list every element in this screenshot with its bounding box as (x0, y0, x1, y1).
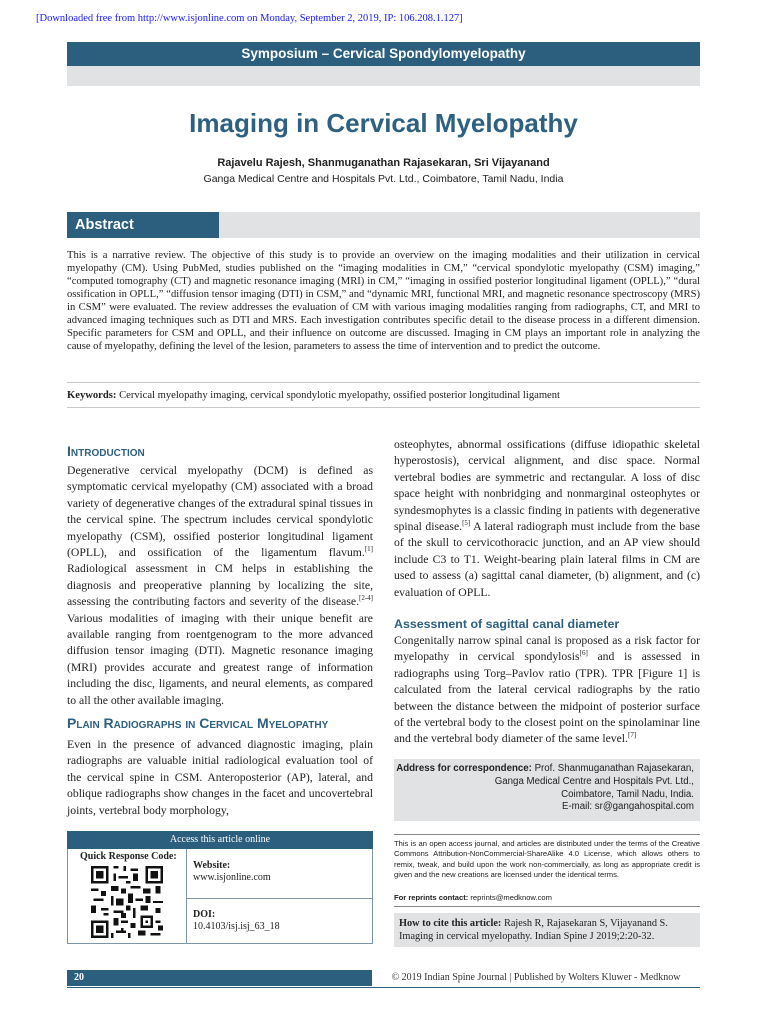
subsection-heading-sagittal-canal: Assessment of sagittal canal diameter (394, 617, 620, 631)
address-label: Address for correspondence: (396, 763, 532, 774)
address-email[interactable]: E-mail: sr@gangahospital.com (561, 801, 694, 813)
doi-label: DOI: (193, 909, 216, 920)
authors: Rajavelu Rajesh, Shanmuganathan Rajasekaran, Sri Vijayanand (217, 157, 550, 169)
keywords (67, 389, 700, 402)
qr-code-icon[interactable] (91, 866, 163, 938)
citation-ref[interactable]: [1] (364, 545, 373, 554)
body-text-part: osteophytes, abnormal ossifications (diffuse idiopathic skeletal hyperostosis), cervical alignment, and disc space. Normal vertebral bodies are symmetric and rectangular. A loss of disc space height with nonbridging and nonmarginal osteophytes or syndesmophytes is a classic finding in patients with degenerative spinal disease. (394, 438, 700, 534)
address-name: Prof. Shanmuganathan Rajasekaran, (531, 763, 694, 774)
affiliation: Ganga Medical Centre and Hospitals Pvt. Ltd., Coimbatore, Tamil Nadu, India (203, 173, 564, 185)
keywords-label: Keywords: (67, 390, 117, 401)
body-text-part: Congenitally narrow spinal canal is proposed as a risk factor for myelopathy in cervical spondylosis (394, 634, 700, 664)
divider (186, 849, 187, 944)
footer-copyright: © 2019 Indian Spine Journal | Published by Wolters Kluwer - Medknow (391, 972, 681, 983)
citation-ref[interactable]: [5] (462, 519, 471, 528)
introduction-paragraph (67, 463, 373, 709)
open-access-notice: This is an open access journal, and articles are distributed under the terms of the Creative Commons Attribution-NonCommercial-ShareAlike 4.0 License, which allows others to remix, tweak, and build upon the work non-commercially, as long as appropriate credit is given and the new creations are licensed under the identical terms. (394, 839, 700, 880)
address-line: Coimbatore, Tamil Nadu, India. (561, 788, 694, 800)
access-heading: Access this article online (67, 831, 373, 849)
plain-radiographs-paragraph: Even in the presence of advanced diagnostic imaging, plain radiographs are valuable initial radiological evaluation tool of the cervical spine in CSM. Anteroposterior (AP), lateral, and oblique radiographs show changes in the facet and uncovertebral joints, vertebral body morphology, (67, 738, 373, 817)
doi-link[interactable]: 10.4103/isj.isj_63_18 (193, 921, 280, 932)
reprints-contact (394, 893, 552, 902)
website-link[interactable]: www.isjonline.com (193, 872, 271, 883)
citation-ref[interactable]: [7] (627, 731, 637, 740)
body-text-part: A lateral radiograph must include from the base of the skull to cervicothoracic junction, and an AP view should include C3 to T1. Weight-bearing plain lateral films in CM are used to assess (a) sagittal canal diameter, (b) alignment, and (c) evaluation of OPLL. (394, 520, 700, 599)
divider (394, 906, 700, 907)
section-heading-introduction: Introduction (67, 443, 145, 459)
section-heading-plain-radiographs: Plain Radiographs in Cervical Myelopathy (67, 715, 329, 731)
divider (67, 382, 700, 383)
intro-text-part: Degenerative cervical myelopathy (DCM) is defined as symptomatic cervical myelopathy (CM) associated with a broad variety of degenerative changes of the extradural spinal tissues in the cervical spine. The spectrum includes cervical spondylotic myelopathy (CSM), ossified posterior longitudinal ligament (OPLL), and ossification of the ligamentum flavum. (67, 464, 373, 560)
keywords-text: Cervical myelopathy imaging, cervical spondylotic myelopathy, ossified posterior longitudinal ligament (116, 390, 560, 401)
divider (67, 407, 700, 408)
footer-rule (67, 987, 700, 988)
page-number: 20 (74, 972, 84, 983)
article-title: Imaging in Cervical Myelopathy (189, 108, 578, 138)
website-label: Website: (193, 860, 231, 871)
intro-text-part: Radiological assessment in CM helps in establishing the diagnosis and preoperative planning by localizing the site, assessing the contributing factors and severity of the disease. (67, 562, 373, 609)
reprints-email[interactable]: reprints@medknow.com (468, 893, 552, 902)
cite-label: How to cite this article: (399, 918, 502, 929)
how-to-cite (399, 917, 697, 943)
reprints-label: For reprints contact: (394, 893, 469, 902)
intro-text-part: Various modalities of imaging with their unique benefit are available ranging from roentgenogram to the more advanced diffusion tensor imaging (DTI). Magnetic resonance imaging (MRI) provides accurate and greatest range of information including the disc, ligaments, and neural elements, as compared to all the other available imaging. (67, 611, 373, 707)
body-text-part: and is assessed in radiographs using Torg–Pavlov ratio (TPR). TPR [Figure 1] is calculated from the lateral cervical radiographs by the ratio between the distance between the midpoint of posterior surface of the vertebral body to the closest point on the spinolaminar line and the vertebral body diameter of the same level. (394, 650, 700, 746)
address-line: Ganga Medical Centre and Hospitals Pvt. Ltd., (494, 775, 694, 787)
radiographs-paragraph-continued (394, 437, 700, 601)
address-line (394, 763, 694, 776)
banner-strip (67, 66, 700, 86)
symposium-banner: Symposium – Cervical Spondylomyelopathy (67, 42, 700, 66)
abstract-heading: Abstract (67, 212, 219, 238)
correspondence-address (394, 763, 694, 814)
abstract-text: This is a narrative review. The objective of this study is to provide an overview on the imaging modalities and their utilization in cervical myelopathy (CM). Using PubMed, studies published on the “imaging modalities in CM,” “cervical spondylotic myelopathy (CSM) imaging,” “computed tomography (CT) and magnetic resonance imaging (MRI) in CM,” “imaging in ossified posterior longitudinal ligament (OPLL),” “dural ossification in OPLL,” “diffusion tensor imaging (DTI) in CSM,” and “dynamic MRI, functional MRI, and magnetic resonance spectroscopy (MRS) in CSM” were evaluated. The review addresses the evaluation of CM with various imaging modalities ranging from radiographs, CT, and MRI to advanced imaging techniques such as DTI and MRS. Each investigation contributes specific detail to the disease process in a different dimension. Specific parameters for CSM and OPLL, and their influence on outcome are discussed. Imaging in CM plays an important role in analyzing the cause of myelopathy, defining the level of the lesion, parameters to assess the time of intervention and to predict the outcome. (67, 250, 700, 353)
download-notice: [Downloaded free from http://www.isjonline.com on Monday, September 2, 2019, IP: 106.208.1.127] (36, 13, 463, 24)
citation-ref[interactable]: [2-4] (359, 594, 373, 603)
qr-code-label: Quick Response Code: (80, 851, 177, 862)
divider (394, 834, 700, 835)
citation-ref[interactable]: [6] (579, 649, 588, 658)
cite-text: Rajesh R, Rajasekaran S, Vijayanand S. Imaging in cervical myelopathy. Indian Spine J 2019;2:20-32. (399, 918, 668, 942)
sagittal-canal-paragraph (394, 633, 700, 748)
divider (186, 898, 373, 899)
